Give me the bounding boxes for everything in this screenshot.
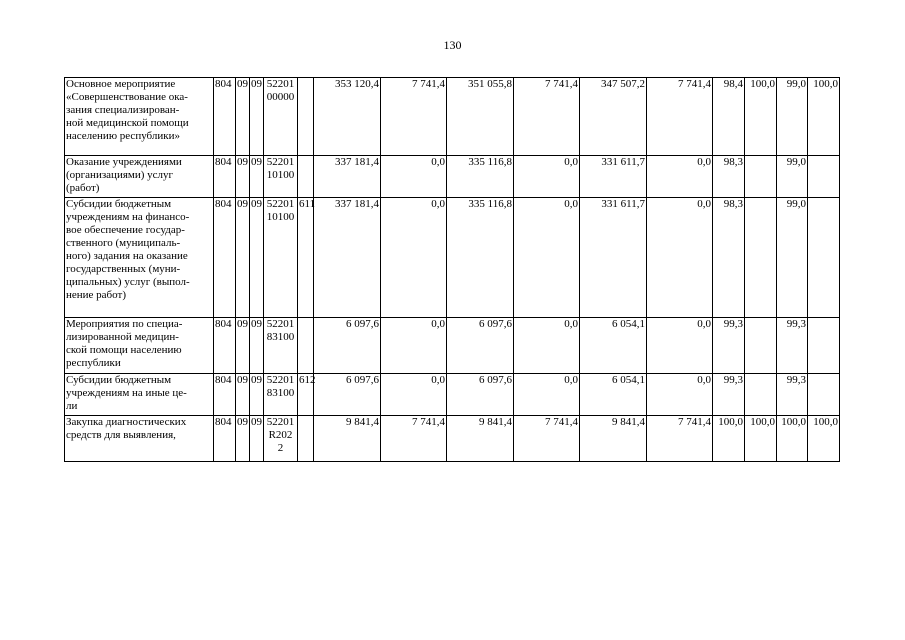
specified-federal-cell: 0,0 — [514, 318, 580, 374]
executed-total-cell: 9 841,4 — [580, 416, 647, 462]
percent-plan-total-cell: 98,3 — [713, 198, 745, 318]
row-name-cell: Закупка диагностических средств для выявления, — [65, 416, 214, 462]
target-article-code-cell: 52201 10100 — [264, 198, 298, 318]
specified-total-cell: 6 097,6 — [447, 318, 514, 374]
percent-specified-federal-cell: 100,0 — [808, 78, 840, 156]
percent-specified-federal-cell — [808, 198, 840, 318]
percent-plan-federal-cell — [745, 318, 777, 374]
executed-total-cell: 6 054,1 — [580, 318, 647, 374]
percent-plan-total-cell: 99,3 — [713, 318, 745, 374]
percent-plan-total-cell: 98,3 — [713, 156, 745, 198]
executed-total-cell: 347 507,2 — [580, 78, 647, 156]
row-name-cell: Основное мероприятие «Совершенствование ока- зания специализирован- ной медицинской помощи населению республики» — [65, 78, 214, 156]
executed-federal-cell: 0,0 — [647, 198, 713, 318]
percent-plan-total-cell: 98,4 — [713, 78, 745, 156]
section-code-cell: 09 — [236, 78, 250, 156]
specified-federal-cell: 0,0 — [514, 374, 580, 416]
subsection-code-cell: 09 — [250, 198, 264, 318]
specified-total-cell: 335 116,8 — [447, 198, 514, 318]
grbs-code-cell: 804 — [214, 78, 236, 156]
percent-specified-total-cell: 99,0 — [777, 156, 808, 198]
percent-plan-federal-cell: 100,0 — [745, 416, 777, 462]
expense-type-code-cell — [298, 318, 314, 374]
executed-total-cell: 331 611,7 — [580, 198, 647, 318]
section-code-cell: 09 — [236, 416, 250, 462]
row-name-cell: Субсидии бюджетным учреждениям на иные це- ли — [65, 374, 214, 416]
executed-federal-cell: 0,0 — [647, 374, 713, 416]
percent-plan-federal-cell: 100,0 — [745, 78, 777, 156]
table-row — [65, 198, 840, 318]
target-article-code-cell: 52201 R202 2 — [264, 416, 298, 462]
expense-type-code-cell: 612 — [298, 374, 314, 416]
plan-federal-cell: 0,0 — [381, 156, 447, 198]
plan-federal-cell: 0,0 — [381, 318, 447, 374]
percent-plan-federal-cell — [745, 374, 777, 416]
section-code-cell: 09 — [236, 198, 250, 318]
plan-total-cell: 6 097,6 — [314, 374, 381, 416]
specified-federal-cell: 0,0 — [514, 156, 580, 198]
percent-specified-federal-cell — [808, 156, 840, 198]
grbs-code-cell: 804 — [214, 374, 236, 416]
specified-total-cell: 335 116,8 — [447, 156, 514, 198]
target-article-code-cell: 52201 83100 — [264, 374, 298, 416]
table-row — [65, 78, 840, 156]
subsection-code-cell: 09 — [250, 416, 264, 462]
specified-total-cell: 351 055,8 — [447, 78, 514, 156]
executed-federal-cell: 7 741,4 — [647, 416, 713, 462]
executed-federal-cell: 7 741,4 — [647, 78, 713, 156]
grbs-code-cell: 804 — [214, 198, 236, 318]
expense-type-code-cell: 611 — [298, 198, 314, 318]
specified-total-cell: 9 841,4 — [447, 416, 514, 462]
percent-specified-federal-cell — [808, 374, 840, 416]
specified-federal-cell: 0,0 — [514, 198, 580, 318]
executed-federal-cell: 0,0 — [647, 156, 713, 198]
percent-plan-federal-cell — [745, 156, 777, 198]
plan-federal-cell: 0,0 — [381, 374, 447, 416]
percent-plan-total-cell: 99,3 — [713, 374, 745, 416]
plan-total-cell: 9 841,4 — [314, 416, 381, 462]
percent-specified-total-cell: 99,0 — [777, 78, 808, 156]
expense-type-code-cell — [298, 78, 314, 156]
subsection-code-cell: 09 — [250, 156, 264, 198]
row-name-cell: Мероприятия по специа- лизированной медицин- ской помощи населению республики — [65, 318, 214, 374]
specified-total-cell: 6 097,6 — [447, 374, 514, 416]
executed-federal-cell: 0,0 — [647, 318, 713, 374]
plan-federal-cell: 0,0 — [381, 198, 447, 318]
expense-type-code-cell — [298, 156, 314, 198]
grbs-code-cell: 804 — [214, 156, 236, 198]
percent-plan-federal-cell — [745, 198, 777, 318]
section-code-cell: 09 — [236, 374, 250, 416]
table-row — [65, 318, 840, 374]
table-row — [65, 156, 840, 198]
plan-total-cell: 6 097,6 — [314, 318, 381, 374]
plan-total-cell: 337 181,4 — [314, 198, 381, 318]
target-article-code-cell: 52201 83100 — [264, 318, 298, 374]
table-row — [65, 374, 840, 416]
percent-specified-total-cell: 99,3 — [777, 374, 808, 416]
page-number: 130 — [443, 38, 462, 52]
plan-total-cell: 353 120,4 — [314, 78, 381, 156]
target-article-code-cell: 52201 10100 — [264, 156, 298, 198]
percent-specified-federal-cell — [808, 318, 840, 374]
executed-total-cell: 6 054,1 — [580, 374, 647, 416]
row-name-cell: Оказание учреждениями (организациями) услуг (работ) — [65, 156, 214, 198]
table-row — [65, 416, 840, 462]
subsection-code-cell: 09 — [250, 318, 264, 374]
budget-table — [64, 77, 840, 462]
row-name-cell: Субсидии бюджетным учреждениям на финансо- вое обеспечение государ- ственного (муниципаль- ного) задания на оказание государственных (муни- ципальных) услуг (выпол- нение работ) — [65, 198, 214, 318]
section-code-cell: 09 — [236, 318, 250, 374]
percent-plan-total-cell: 100,0 — [713, 416, 745, 462]
executed-total-cell: 331 611,7 — [580, 156, 647, 198]
percent-specified-total-cell: 99,3 — [777, 318, 808, 374]
subsection-code-cell: 09 — [250, 374, 264, 416]
expense-type-code-cell — [298, 416, 314, 462]
plan-total-cell: 337 181,4 — [314, 156, 381, 198]
section-code-cell: 09 — [236, 156, 250, 198]
specified-federal-cell: 7 741,4 — [514, 78, 580, 156]
specified-federal-cell: 7 741,4 — [514, 416, 580, 462]
plan-federal-cell: 7 741,4 — [381, 416, 447, 462]
plan-federal-cell: 7 741,4 — [381, 78, 447, 156]
grbs-code-cell: 804 — [214, 416, 236, 462]
percent-specified-total-cell: 100,0 — [777, 416, 808, 462]
percent-specified-federal-cell: 100,0 — [808, 416, 840, 462]
target-article-code-cell: 52201 00000 — [264, 78, 298, 156]
percent-specified-total-cell: 99,0 — [777, 198, 808, 318]
grbs-code-cell: 804 — [214, 318, 236, 374]
subsection-code-cell: 09 — [250, 78, 264, 156]
